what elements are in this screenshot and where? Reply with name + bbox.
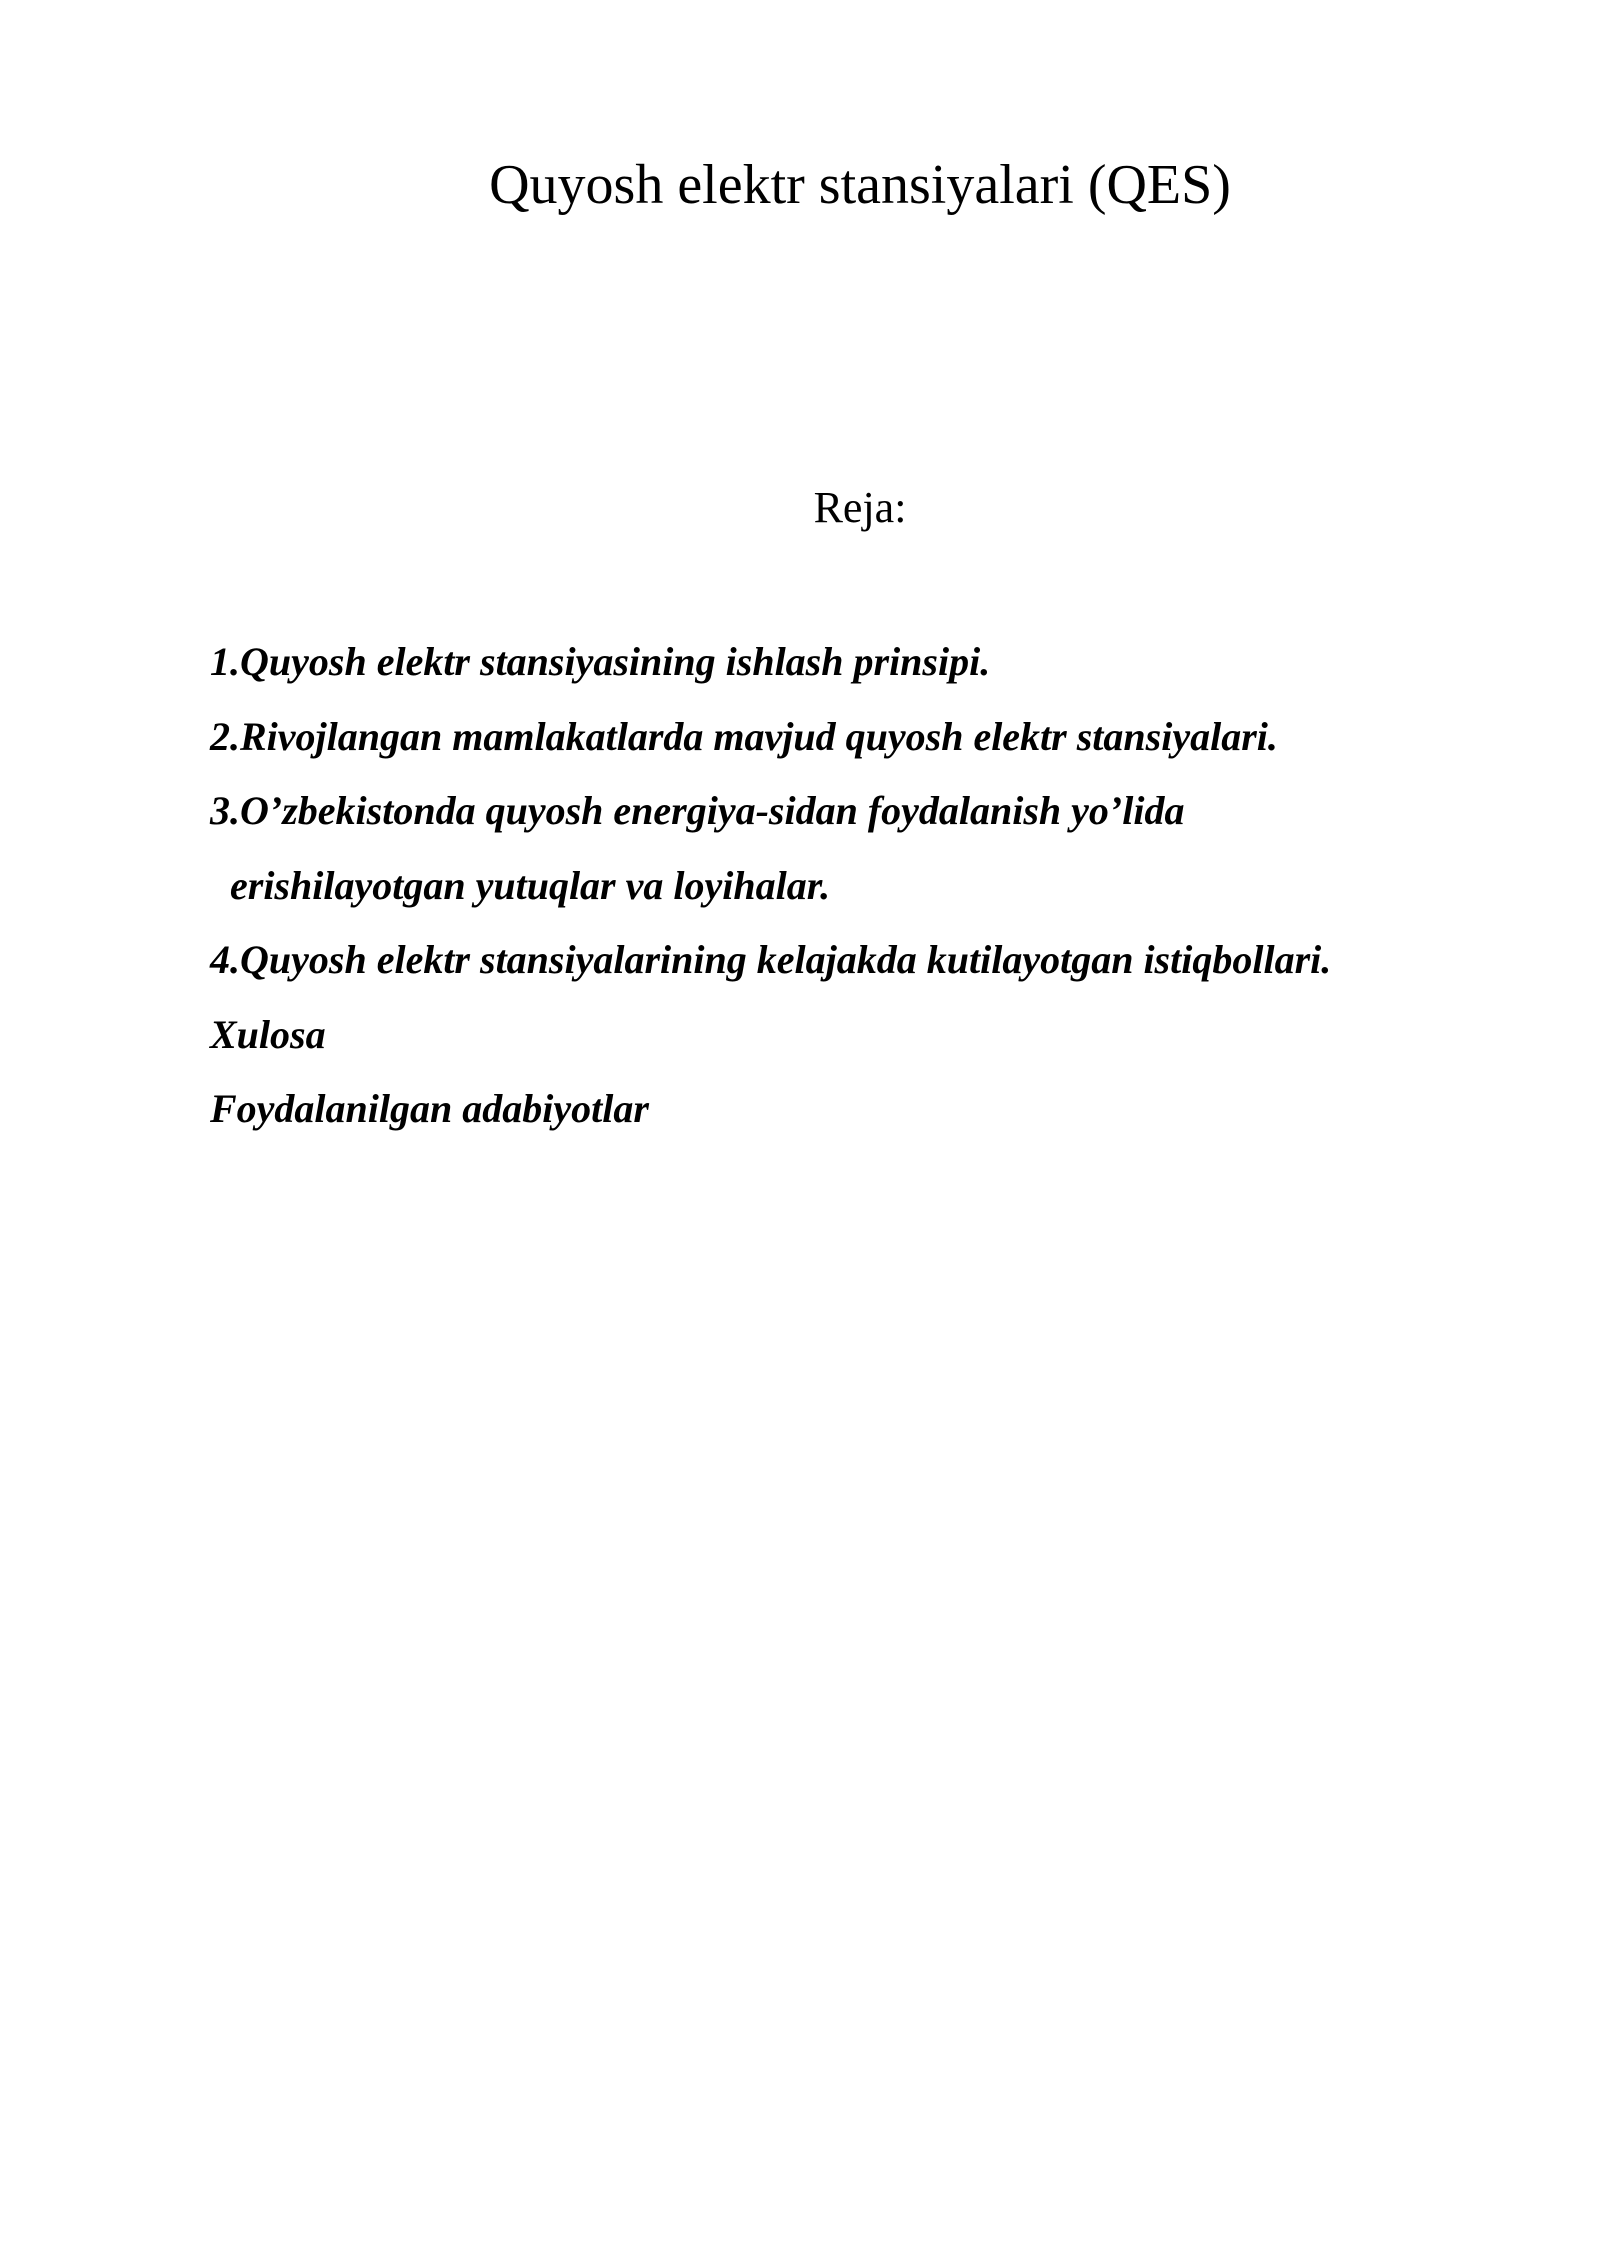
plan-item-3-continuation: erishilayotgan yutuqlar va loyihalar. — [230, 862, 831, 908]
plan-item-1: 1.Quyosh elektr stansiyasining ishlash prinsipi. — [210, 639, 991, 684]
plan-item-references: Foydalanilgan adabiyotlar — [210, 1086, 649, 1131]
page-title: Quyosh elektr stansiyalari (QES) — [489, 154, 1231, 216]
plan-item-4: 4.Quyosh elektr stansiyalarining kelajakda kutilayotgan istiqbollari. — [210, 937, 1332, 982]
plan-item-2: 2.Rivojlangan mamlakatlarda mavjud quyosh elektr stansiyalari. — [210, 713, 1278, 759]
plan-item-conclusion: Xulosa — [210, 1011, 326, 1057]
plan-list — [210, 625, 1510, 1147]
plan-heading: Reja: — [813, 483, 907, 532]
plan-item-3: 3.O’zbekistonda quyosh energiya-sidan foydalanish yo’lida — [210, 788, 1185, 833]
